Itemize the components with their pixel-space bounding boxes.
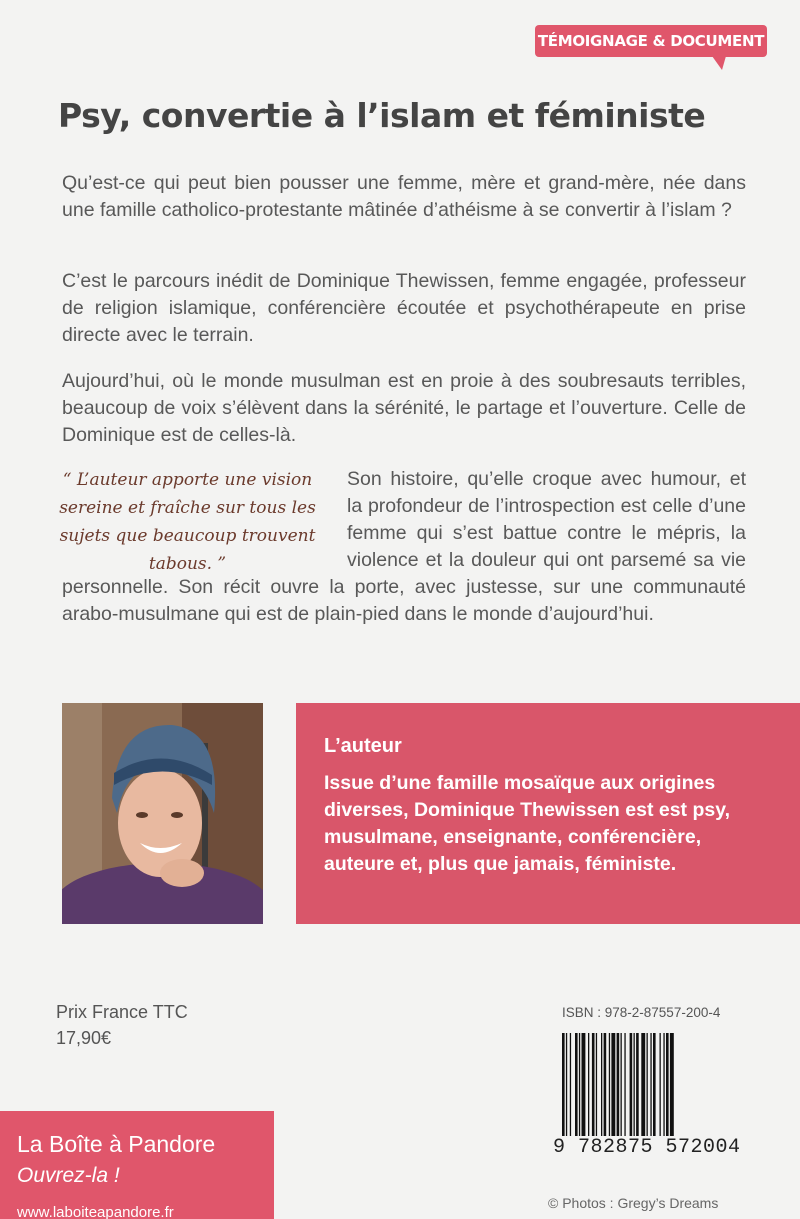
category-tag: TÉMOIGNAGE & DOCUMENT (535, 25, 767, 57)
book-title: Psy, convertie à l’islam et féministe (58, 96, 706, 135)
price-value: 17,90€ (56, 1028, 112, 1048)
paragraph-4: Son histoire, qu’elle croque avec humour, et la profondeur de l’introspection est celle d’une femme qui s’est battue contre le mépris, la violence et la douleur qui ont parsemé sa vie personnelle. Son récit ouvre la porte, avec justesse, sur une communauté arabo-musulmane qui est de plain-pied dans le monde d’aujourd’hui. (62, 468, 746, 625)
paragraph-2: C’est le parcours inédit de Dominique Thewissen, femme engagée, professeur de religion islamique, conférencière écoutée et psychothérapeute en prise directe avec le terrain. (62, 270, 746, 346)
paragraph-1: Qu’est-ce qui peut bien pousser une femme, mère et grand-mère, née dans une famille catholico-protestante mâtinée d’athéisme à se convertir à l’islam ? (62, 172, 746, 221)
photo-credit: © Photos : Gregy’s Dreams (548, 1195, 719, 1211)
price-label: Prix France TTC (56, 1002, 188, 1022)
author-box (296, 703, 800, 924)
author-photo (62, 703, 263, 924)
author-heading: L’auteur (324, 735, 402, 757)
publisher-slogan: Ouvrez-la ! (17, 1164, 120, 1187)
tag-pointer (712, 56, 726, 70)
paragraph-3: Aujourd’hui, où le monde musulman est en proie à des soubresauts terribles, beaucoup de voix s’élèvent dans la sérénité, le partage et l’ouverture. Celle de Dominique est de celles-là. (62, 370, 746, 446)
publisher-name: La Boîte à Pandore (17, 1131, 216, 1157)
barcode-number: 9 782875 572004 (551, 1136, 751, 1159)
isbn: ISBN : 978-2-87557-200-4 (562, 1005, 721, 1020)
pull-quote: “ L’auteur apporte une vision sereine et fraîche sur tous les sujets que beaucoup trouvent tabous. ” (59, 470, 316, 574)
publisher-url[interactable]: www.laboiteapandore.fr (17, 1204, 174, 1219)
paragraph-4-block (59, 466, 746, 628)
author-bio: Issue d’une famille mosaïque aux origines diverses, Dominique Thewissen est est psy, musulmane, enseignante, conférencière, auteure et, plus que jamais, féministe. (324, 772, 731, 875)
publisher-block (0, 1111, 274, 1219)
price-block (56, 999, 188, 1051)
